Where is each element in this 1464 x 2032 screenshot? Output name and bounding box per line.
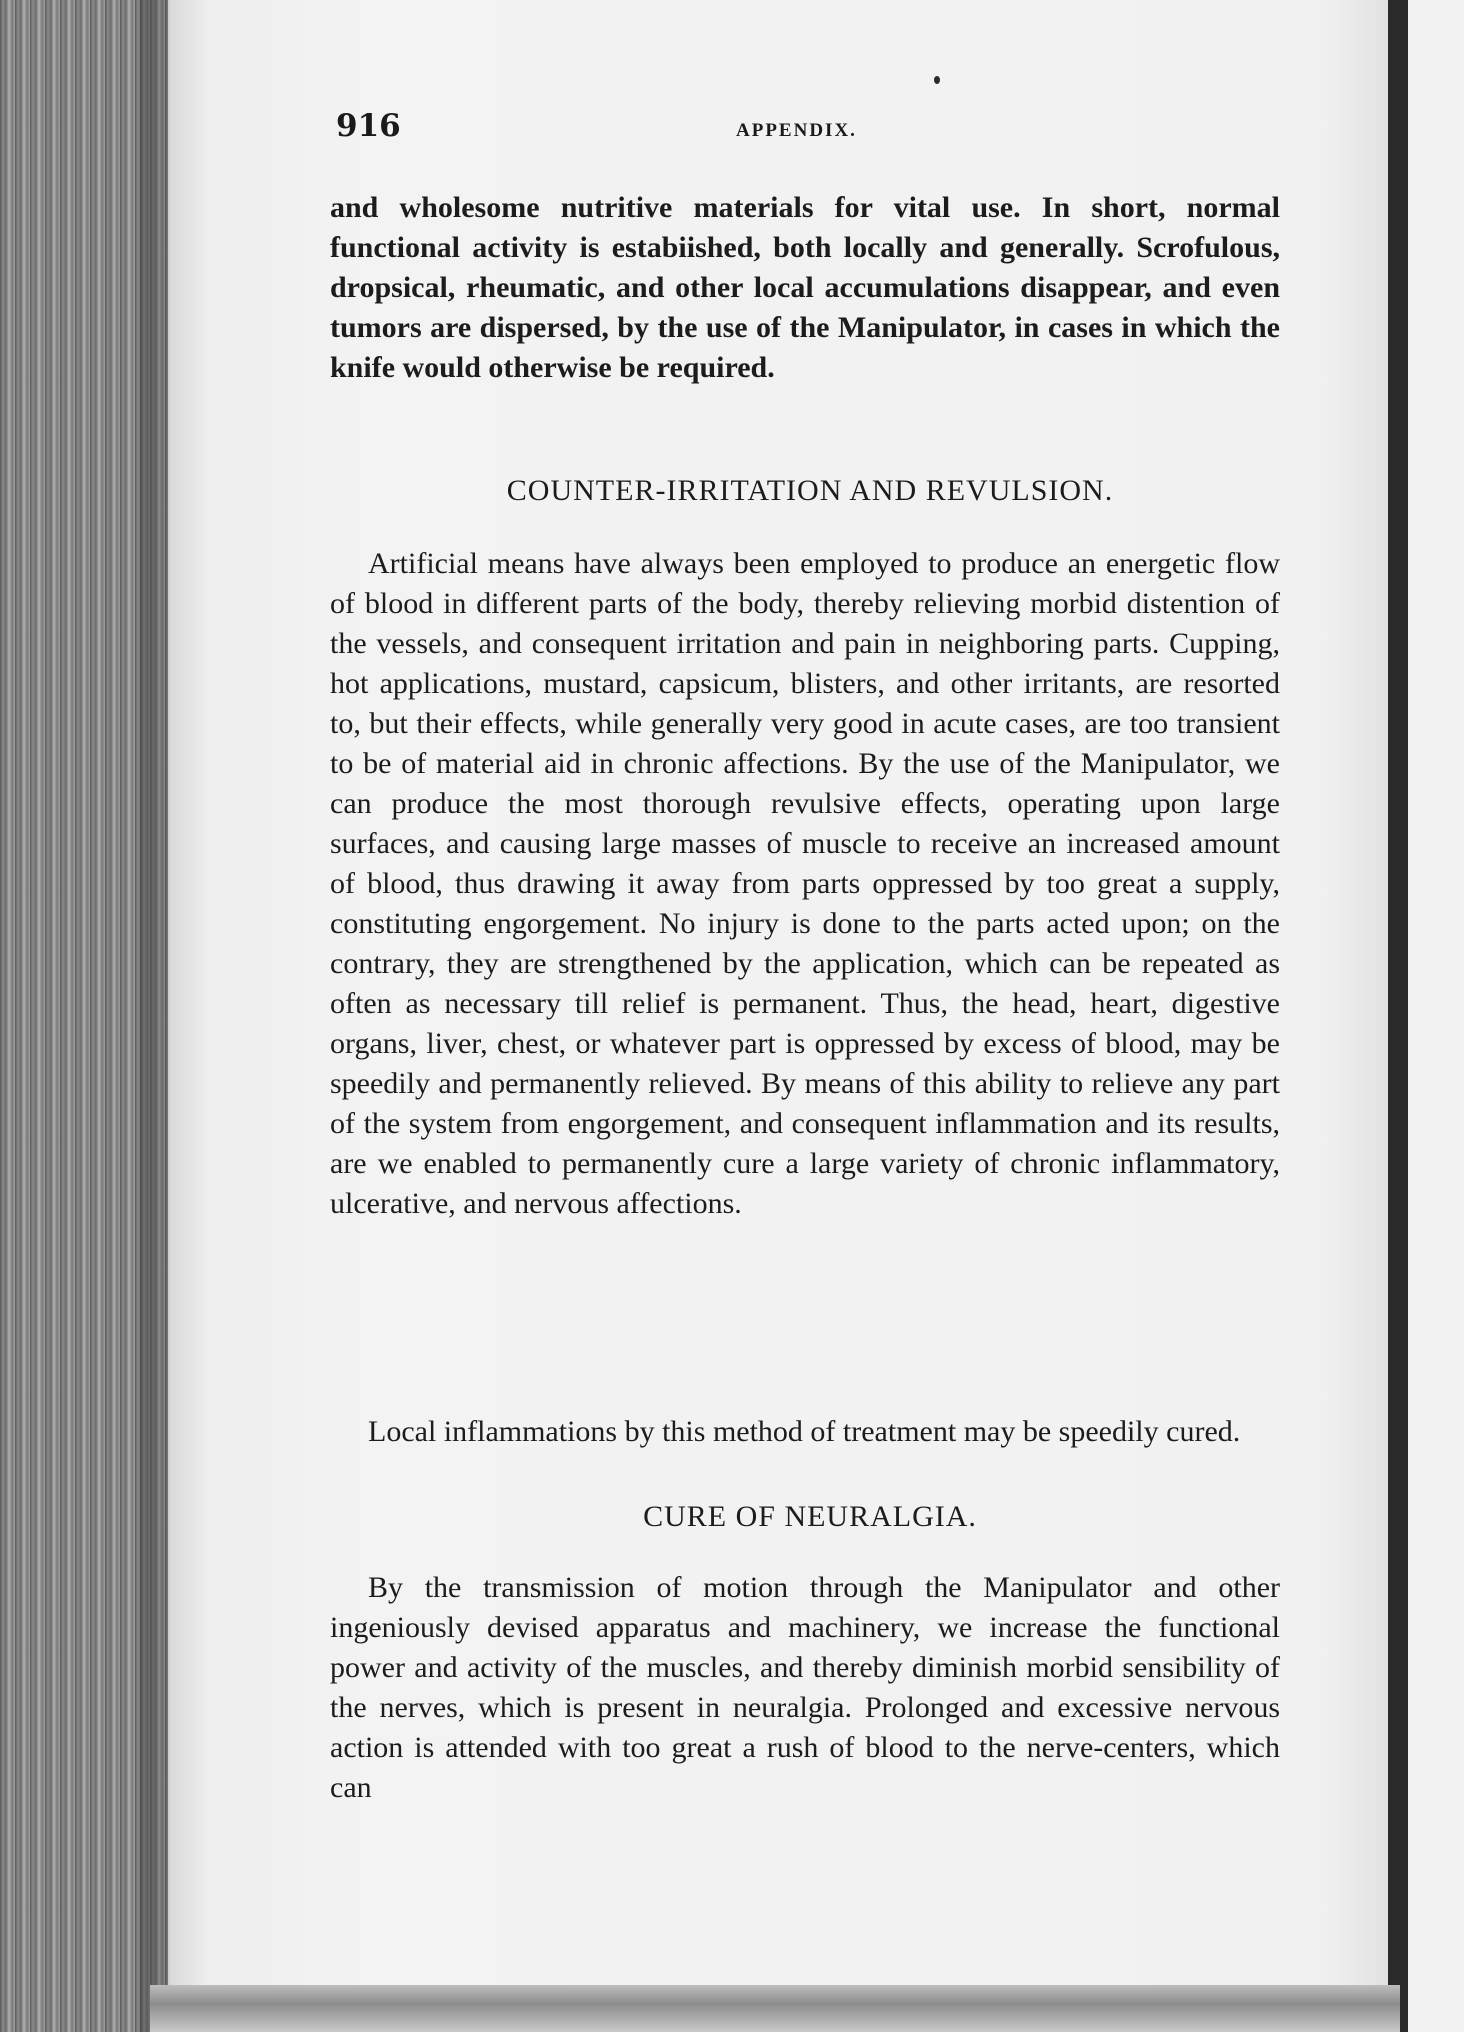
paragraph-intro	[330, 188, 1280, 388]
section-heading-neuralgia: CURE OF NEURALGIA.	[643, 1500, 977, 1533]
paragraph-local-inflammations	[330, 1412, 1280, 1452]
right-page-edge	[1388, 0, 1408, 2032]
paragraph-text: Local inflammations by this method of treatment may be speedily cured.	[368, 1415, 1241, 1448]
section-heading-counter-irritation: COUNTER-IRRITATION AND REVULSION.	[506, 474, 1114, 507]
page-number: 916	[336, 108, 401, 144]
paragraph-counter-irritation	[330, 544, 1280, 1224]
paragraph-text: and wholesome nutritive materials for vital use. In short, normal functional activity is estabiished, both locally and generally. Scrofulous, dropsical, rheumatic, and other local accumulations disappear, and even tumors are dispersed, by the use of the Manipulator, in cases in which the knife would otherwise be required.	[330, 191, 1280, 384]
ink-speck	[934, 76, 940, 84]
bottom-page-edge	[150, 1985, 1400, 2032]
paragraph-neuralgia	[330, 1568, 1280, 1808]
paragraph-text: Artificial means have always been employed to produce an energetic flow of blood in different parts of the body, thereby relieving morbid distention of the vessels, and consequent irritation and pain in neighboring parts. Cupping, hot applications, mustard, capsicum, blisters, and other irritants, are resorted to, but their effects, while generally very good in acute cases, are too transient to be of material aid in chronic affections. By the use of the Manipulator, we can produce the most thorough revulsive effects, operating upon large surfaces, and causing large masses of muscle to receive an increased amount of blood, thus drawing it away from parts oppressed by too great a supply, constituting engorgement. No injury is done to the parts acted upon; on the contrary, they are strengthened by the application, which can be repeated as often as necessary till relief is permanent. Thus, the head, heart, digestive organs, liver, chest, or whatever part is oppressed by excess of blood, may be speedily and permanently relieved. By means of this ability to relieve any part of the system from engorgement, and consequent inflammation and its results, are we enabled to permanently cure a large variety of chronic inflammatory, ulcerative, and nervous affections.	[330, 547, 1280, 1220]
paragraph-text: By the transmission of motion through the Manipulator and other ingeniously devised apparatus and machinery, we increase the functional power and activity of the muscles, and thereby diminish morbid sensibility of the nerves, which is present in neuralgia. Prolonged and excessive nervous action is attended with too great a rush of blood to the nerve-centers, which can	[330, 1571, 1280, 1804]
running-head	[336, 108, 1296, 148]
running-title: APPENDIX.	[736, 120, 857, 141]
right-margin	[1408, 0, 1464, 2032]
